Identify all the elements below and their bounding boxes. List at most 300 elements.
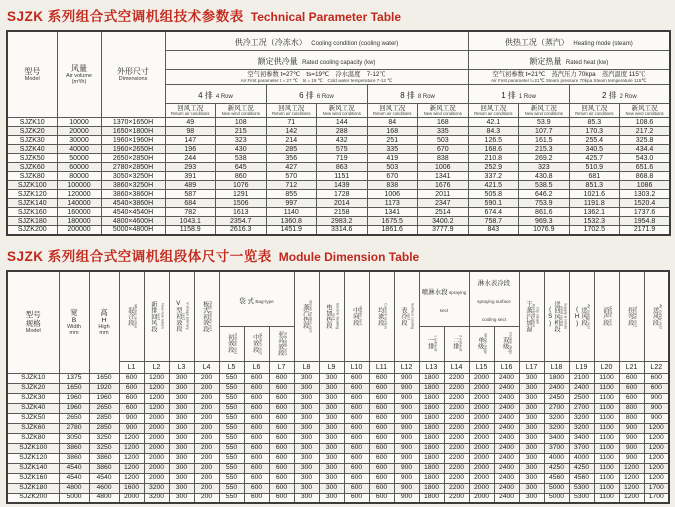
value-cell: 4800	[59, 483, 89, 493]
model-cell: SJZK80	[7, 172, 57, 181]
value-cell: 42.1	[468, 118, 519, 127]
value-cell: 300	[319, 493, 344, 503]
table-row	[7, 453, 669, 463]
value-cell: 570	[266, 172, 317, 181]
section-header-wrap	[320, 299, 344, 333]
value-cell: 600	[244, 433, 269, 443]
value-cell: 758.7	[468, 217, 519, 226]
value-cell: 600	[269, 423, 294, 433]
value-cell: 1200	[119, 453, 144, 463]
value-cell: 300	[294, 473, 319, 483]
section-header	[269, 326, 294, 361]
value-cell: 1200	[144, 393, 169, 403]
row-count-en: 2 Row	[616, 94, 637, 100]
value-cell: 550	[219, 423, 244, 433]
section-header	[294, 271, 319, 362]
value-cell: 100000	[57, 181, 101, 190]
value-cell: 2200	[444, 493, 469, 503]
value-cell: 126.5	[468, 136, 519, 145]
value-cell: 1613	[216, 208, 267, 217]
value-cell: 600	[269, 453, 294, 463]
value-cell: 2850	[89, 413, 119, 423]
value-cell: 2650	[89, 403, 119, 413]
value-cell: 2500	[569, 393, 594, 403]
value-cell: 300	[519, 443, 544, 453]
value-cell: 900	[394, 413, 419, 423]
section-en: Primary sect	[233, 332, 238, 355]
value-cell: 285	[266, 145, 317, 154]
section-en: Air supply sect	[586, 303, 591, 329]
value-cell: 1200	[644, 443, 669, 453]
value-cell: 161.5	[519, 136, 570, 145]
table2-header-row1	[7, 271, 669, 327]
section-en: Sub-high sect	[283, 331, 288, 356]
value-cell: 2011	[418, 190, 469, 199]
table-row	[7, 373, 669, 383]
table-row	[7, 403, 669, 413]
heating-group-header	[468, 31, 670, 51]
value-cell: 1200	[119, 443, 144, 453]
value-cell: 2400	[494, 413, 519, 423]
value-cell: 84.3	[468, 127, 519, 136]
condition-zh: 回风工况	[177, 104, 204, 112]
value-cell: 3200	[569, 423, 594, 433]
value-cell: 200	[194, 433, 219, 443]
table2-title-zh: SJZK 系列组合式空调机组段体尺寸一览表	[7, 248, 272, 264]
value-cell: 84	[367, 118, 418, 127]
value-cell: 1800	[419, 383, 444, 393]
value-cell: 2000	[469, 493, 494, 503]
model-cell: SJZK100	[7, 443, 59, 453]
value-cell: 340.5	[569, 145, 620, 154]
table-row	[7, 393, 669, 403]
value-cell: 1076.9	[519, 226, 570, 235]
return-condition-header	[266, 104, 317, 118]
section-header	[369, 271, 394, 362]
value-cell: 550	[219, 383, 244, 393]
l-code-header: L5	[219, 361, 244, 373]
value-cell: 98	[165, 127, 216, 136]
section-zh: 送回风机段(S)	[546, 300, 560, 332]
value-cell: 3200	[144, 483, 169, 493]
value-cell: 3050	[59, 433, 89, 443]
table-row	[7, 136, 670, 145]
row-count-header	[266, 85, 367, 104]
value-cell: 300	[169, 433, 194, 443]
value-cell: 215.3	[519, 145, 570, 154]
value-cell: 851.3	[569, 181, 620, 190]
value-cell: 1532.3	[569, 217, 620, 226]
value-cell: 200	[194, 393, 219, 403]
value-cell: 140000	[57, 199, 101, 208]
value-cell: 170.3	[569, 127, 620, 136]
value-cell: 860	[216, 172, 267, 181]
value-cell: 300	[519, 393, 544, 403]
value-cell: 2200	[444, 483, 469, 493]
section-header	[244, 326, 269, 361]
technical-parameter-table	[6, 30, 671, 236]
airvolume-column-header	[57, 31, 101, 118]
value-cell: 1158.9	[165, 226, 216, 235]
section-header	[144, 271, 169, 362]
value-cell: 600	[344, 483, 369, 493]
width-symbol: B	[71, 316, 77, 324]
value-cell: 2100	[569, 373, 594, 383]
value-cell: 85.3	[569, 118, 620, 127]
table-row	[7, 493, 669, 503]
condition-zh: 新风工况	[530, 104, 557, 112]
value-cell: 1700	[644, 493, 669, 503]
value-cell: 1960×1960H	[101, 136, 165, 145]
model-spec-column-header	[7, 271, 59, 374]
section-en: Surface cooling sect	[406, 302, 415, 330]
value-cell: 1341	[418, 172, 469, 181]
table-row	[7, 172, 670, 181]
value-cell: 2200	[444, 473, 469, 483]
rated-heat-zh: 额定热量	[529, 57, 562, 66]
value-cell: 645	[216, 163, 267, 172]
section-header-wrap	[195, 299, 219, 333]
value-cell: 2000	[144, 473, 169, 483]
value-cell: 300	[319, 473, 344, 483]
value-cell: 2000	[469, 383, 494, 393]
section-en: Turning sect	[633, 305, 638, 327]
value-cell: 214	[266, 136, 317, 145]
value-cell: 2354.7	[216, 217, 267, 226]
value-cell: 4250	[569, 463, 594, 473]
value-cell: 1100	[594, 483, 619, 493]
value-cell: 335	[367, 145, 418, 154]
value-cell: 5000	[544, 493, 569, 503]
value-cell: 200	[194, 463, 219, 473]
value-cell: 600	[344, 433, 369, 443]
value-cell: 5300	[569, 483, 594, 493]
value-cell: 2400	[494, 443, 519, 453]
value-cell: 843	[468, 226, 519, 235]
value-cell: 1200	[644, 453, 669, 463]
value-cell: 1076	[216, 181, 267, 190]
value-cell: 3860	[89, 463, 119, 473]
l-code-header: L21	[619, 361, 644, 373]
value-cell: 3700	[544, 443, 569, 453]
model-cell: SJZK20	[7, 127, 57, 136]
value-cell: 4560	[569, 473, 594, 483]
value-cell: 1303.2	[620, 190, 671, 199]
value-cell: 300	[519, 373, 544, 383]
value-cell: 244	[165, 154, 216, 163]
value-cell: 200000	[57, 226, 101, 235]
value-cell: 2400	[494, 433, 519, 443]
value-cell: 432	[317, 136, 368, 145]
model-cell: SJZK200	[7, 226, 57, 235]
value-cell: 3050×3250H	[101, 172, 165, 181]
cooling-parameters-header	[165, 70, 468, 85]
value-cell: 868.8	[620, 172, 671, 181]
value-cell: 997	[266, 199, 317, 208]
value-cell: 861.6	[519, 208, 570, 217]
value-cell: 4540×3860H	[101, 199, 165, 208]
value-cell: 300	[294, 413, 319, 423]
row-count-en: 4 Row	[212, 94, 233, 100]
value-cell: 300	[319, 423, 344, 433]
value-cell: 575	[317, 145, 368, 154]
section-header	[344, 271, 369, 362]
section-zh: 送风段(H)	[573, 305, 587, 327]
table1-body	[7, 118, 670, 235]
value-cell: 120000	[57, 190, 101, 199]
value-cell: 425.7	[569, 154, 620, 163]
model-header-zh: 型号	[24, 66, 41, 76]
width-column-header	[59, 271, 89, 374]
value-cell: 900	[619, 453, 644, 463]
value-cell: 2400	[494, 373, 519, 383]
value-cell: 900	[394, 473, 419, 483]
group-en: spraying surface cooling sect	[477, 298, 511, 322]
value-cell: 900	[394, 483, 419, 493]
section-en: 2 exhaust	[458, 335, 463, 352]
value-cell: 160000	[57, 208, 101, 217]
value-cell: 684	[165, 199, 216, 208]
value-cell: 3700	[569, 443, 594, 453]
section-zh: 单级	[476, 337, 484, 350]
value-cell: 1100	[594, 413, 619, 423]
value-cell: 300	[519, 463, 544, 473]
section-header-wrap	[445, 327, 469, 361]
value-cell: 3860	[59, 453, 89, 463]
value-cell: 421.5	[468, 181, 519, 190]
value-cell: 300	[519, 473, 544, 483]
section-en: New row return sect	[156, 303, 165, 329]
value-cell: 1341	[367, 208, 418, 217]
value-cell: 3400	[544, 433, 569, 443]
return-condition-header	[367, 104, 418, 118]
value-cell: 300	[319, 403, 344, 413]
model-cell: SJZK50	[7, 413, 59, 423]
section-en: Single stage	[483, 333, 488, 354]
value-cell: 300	[519, 383, 544, 393]
value-cell: 2000	[469, 483, 494, 493]
value-cell: 2400	[494, 463, 519, 473]
value-cell: 3860	[89, 453, 119, 463]
table-row	[7, 127, 670, 136]
value-cell: 1140	[266, 208, 317, 217]
l-code-header: L4	[194, 361, 219, 373]
l-code-header: L11	[369, 361, 394, 373]
value-cell: 1728	[317, 190, 368, 199]
model-cell: SJZK40	[7, 403, 59, 413]
value-cell: 550	[219, 453, 244, 463]
value-cell: 587	[165, 190, 216, 199]
row-count-zh: 1 排	[501, 91, 516, 100]
value-cell: 900	[394, 443, 419, 453]
condition-zh: 新风工况	[328, 104, 355, 112]
value-cell: 3200	[544, 413, 569, 423]
width-en: Width	[66, 324, 82, 331]
l-code-header: L9	[319, 361, 344, 373]
section-header	[594, 271, 619, 362]
section-zh: 中效段	[251, 334, 259, 353]
value-cell: 800	[619, 403, 644, 413]
table-row	[7, 443, 669, 453]
row-count-header	[367, 85, 468, 104]
value-cell: 900	[644, 413, 669, 423]
value-cell: 600	[119, 373, 144, 383]
value-cell: 10000	[57, 118, 101, 127]
value-cell: 3200	[544, 423, 569, 433]
value-cell: 1200	[644, 433, 669, 443]
condition-zh: 新风工况	[227, 104, 254, 112]
value-cell: 255.4	[569, 136, 620, 145]
value-cell: 108.6	[620, 118, 671, 127]
value-cell: 251	[367, 136, 418, 145]
value-cell: 600	[344, 413, 369, 423]
value-cell: 2000	[469, 393, 494, 403]
value-cell: 600	[269, 483, 294, 493]
condition-en: Return air conditions	[171, 110, 210, 116]
value-cell: 168	[367, 127, 418, 136]
value-cell: 3250	[89, 443, 119, 453]
value-cell: 391	[165, 172, 216, 181]
value-cell: 712	[266, 181, 317, 190]
section-header-wrap	[620, 299, 644, 333]
value-cell: 600	[244, 383, 269, 393]
value-cell: 252.9	[468, 163, 519, 172]
rated-heat-en: Rated heat (kw)	[565, 60, 609, 66]
value-cell: 269.2	[519, 154, 570, 163]
value-cell: 1200	[119, 463, 144, 473]
model-spec-zh: 型号	[25, 309, 41, 319]
value-cell: 900	[394, 373, 419, 383]
section-zh: 拐弯段	[626, 306, 634, 326]
model-cell: SJZK140	[7, 199, 57, 208]
table-row	[7, 199, 670, 208]
value-cell: 50000	[57, 154, 101, 163]
value-cell: 2014	[317, 199, 368, 208]
value-cell: 503	[418, 136, 469, 145]
value-cell: 2650	[59, 413, 89, 423]
value-cell: 4800×4600H	[101, 217, 165, 226]
value-cell: 600	[344, 403, 369, 413]
value-cell: 300	[519, 453, 544, 463]
value-cell: 2400	[494, 493, 519, 503]
value-cell: 2000	[469, 433, 494, 443]
value-cell: 1960×2650H	[101, 145, 165, 154]
value-cell: 300	[294, 443, 319, 453]
section-header	[644, 271, 669, 362]
value-cell: 300	[169, 443, 194, 453]
value-cell: 300	[519, 413, 544, 423]
value-cell: 2000	[469, 443, 494, 453]
value-cell: 2400	[494, 393, 519, 403]
condition-en: New wind conditions	[625, 110, 664, 116]
value-cell: 543.0	[620, 154, 671, 163]
value-cell: 1021.6	[569, 190, 620, 199]
rated-cooling-header	[165, 51, 468, 70]
model-cell: SJZK140	[7, 463, 59, 473]
value-cell: 600	[244, 493, 269, 503]
value-cell: 1100	[594, 443, 619, 453]
value-cell: 800	[619, 413, 644, 423]
value-cell: 600	[344, 383, 369, 393]
value-cell: 210.8	[468, 154, 519, 163]
value-cell: 600	[269, 463, 294, 473]
value-cell: 1100	[594, 373, 619, 383]
value-cell: 3400.2	[418, 217, 469, 226]
value-cell: 600	[369, 483, 394, 493]
value-cell: 1100	[594, 403, 619, 413]
l-code-header: L8	[294, 361, 319, 373]
model-cell: SJZK80	[7, 433, 59, 443]
section-header	[494, 326, 519, 361]
value-cell: 550	[219, 373, 244, 383]
cooling-group-zh: 供冷工况（冷冻水）	[234, 38, 307, 47]
value-cell: 5000	[544, 483, 569, 493]
value-cell: 900	[394, 403, 419, 413]
condition-zh: 回风工况	[480, 104, 507, 112]
value-cell: 2400	[494, 453, 519, 463]
value-cell: 1006	[418, 163, 469, 172]
value-cell: 600	[369, 473, 394, 483]
condition-zh: 新风工况	[631, 104, 658, 112]
section-zh: 均流段	[376, 306, 384, 326]
value-cell: 40000	[57, 145, 101, 154]
value-cell: 1600	[119, 483, 144, 493]
value-cell: 300	[319, 483, 344, 493]
value-cell: 1360.8	[266, 217, 317, 226]
value-cell: 1086	[620, 181, 671, 190]
value-cell: 600	[344, 443, 369, 453]
value-cell: 538	[216, 154, 267, 163]
section-header	[519, 271, 544, 362]
value-cell: 1200	[644, 423, 669, 433]
section-en: Dry steam humidification	[531, 304, 540, 328]
value-cell: 600	[344, 493, 369, 503]
value-cell: 300	[294, 373, 319, 383]
value-cell: 335	[418, 127, 469, 136]
value-cell: 300	[294, 493, 319, 503]
section-zh: V型初效段	[174, 300, 182, 332]
row-count-header	[468, 85, 569, 104]
value-cell: 3860	[59, 443, 89, 453]
value-cell: 2780×2850H	[101, 163, 165, 172]
value-cell: 4540	[89, 473, 119, 483]
value-cell: 2700	[544, 403, 569, 413]
value-cell: 510.9	[569, 163, 620, 172]
section-zh: 电加热段	[324, 303, 332, 329]
l-code-header: L20	[594, 361, 619, 373]
model-cell: SJZK160	[7, 473, 59, 483]
value-cell: 1200	[644, 473, 669, 483]
value-cell: 1100	[594, 423, 619, 433]
value-cell: 3200	[569, 413, 594, 423]
row-count-header	[569, 85, 670, 104]
return-condition-header	[165, 104, 216, 118]
value-cell: 1702.5	[569, 226, 620, 235]
model-cell: SJZK20	[7, 383, 59, 393]
section-header-wrap	[645, 299, 669, 333]
new-wind-condition-header	[216, 104, 267, 118]
value-cell: 1800	[419, 393, 444, 403]
module-dimension-table	[6, 270, 670, 505]
section-header-wrap	[570, 299, 594, 333]
section-zh: 板式初效段	[201, 300, 209, 332]
l-code-header: L7	[269, 361, 294, 373]
value-cell: 2400	[544, 383, 569, 393]
row-count-zh: 4 排	[198, 91, 213, 100]
value-cell: 670	[418, 145, 469, 154]
section-en: Supply & return wind sect(s)	[559, 302, 568, 330]
model-cell: SJZK30	[7, 136, 57, 145]
